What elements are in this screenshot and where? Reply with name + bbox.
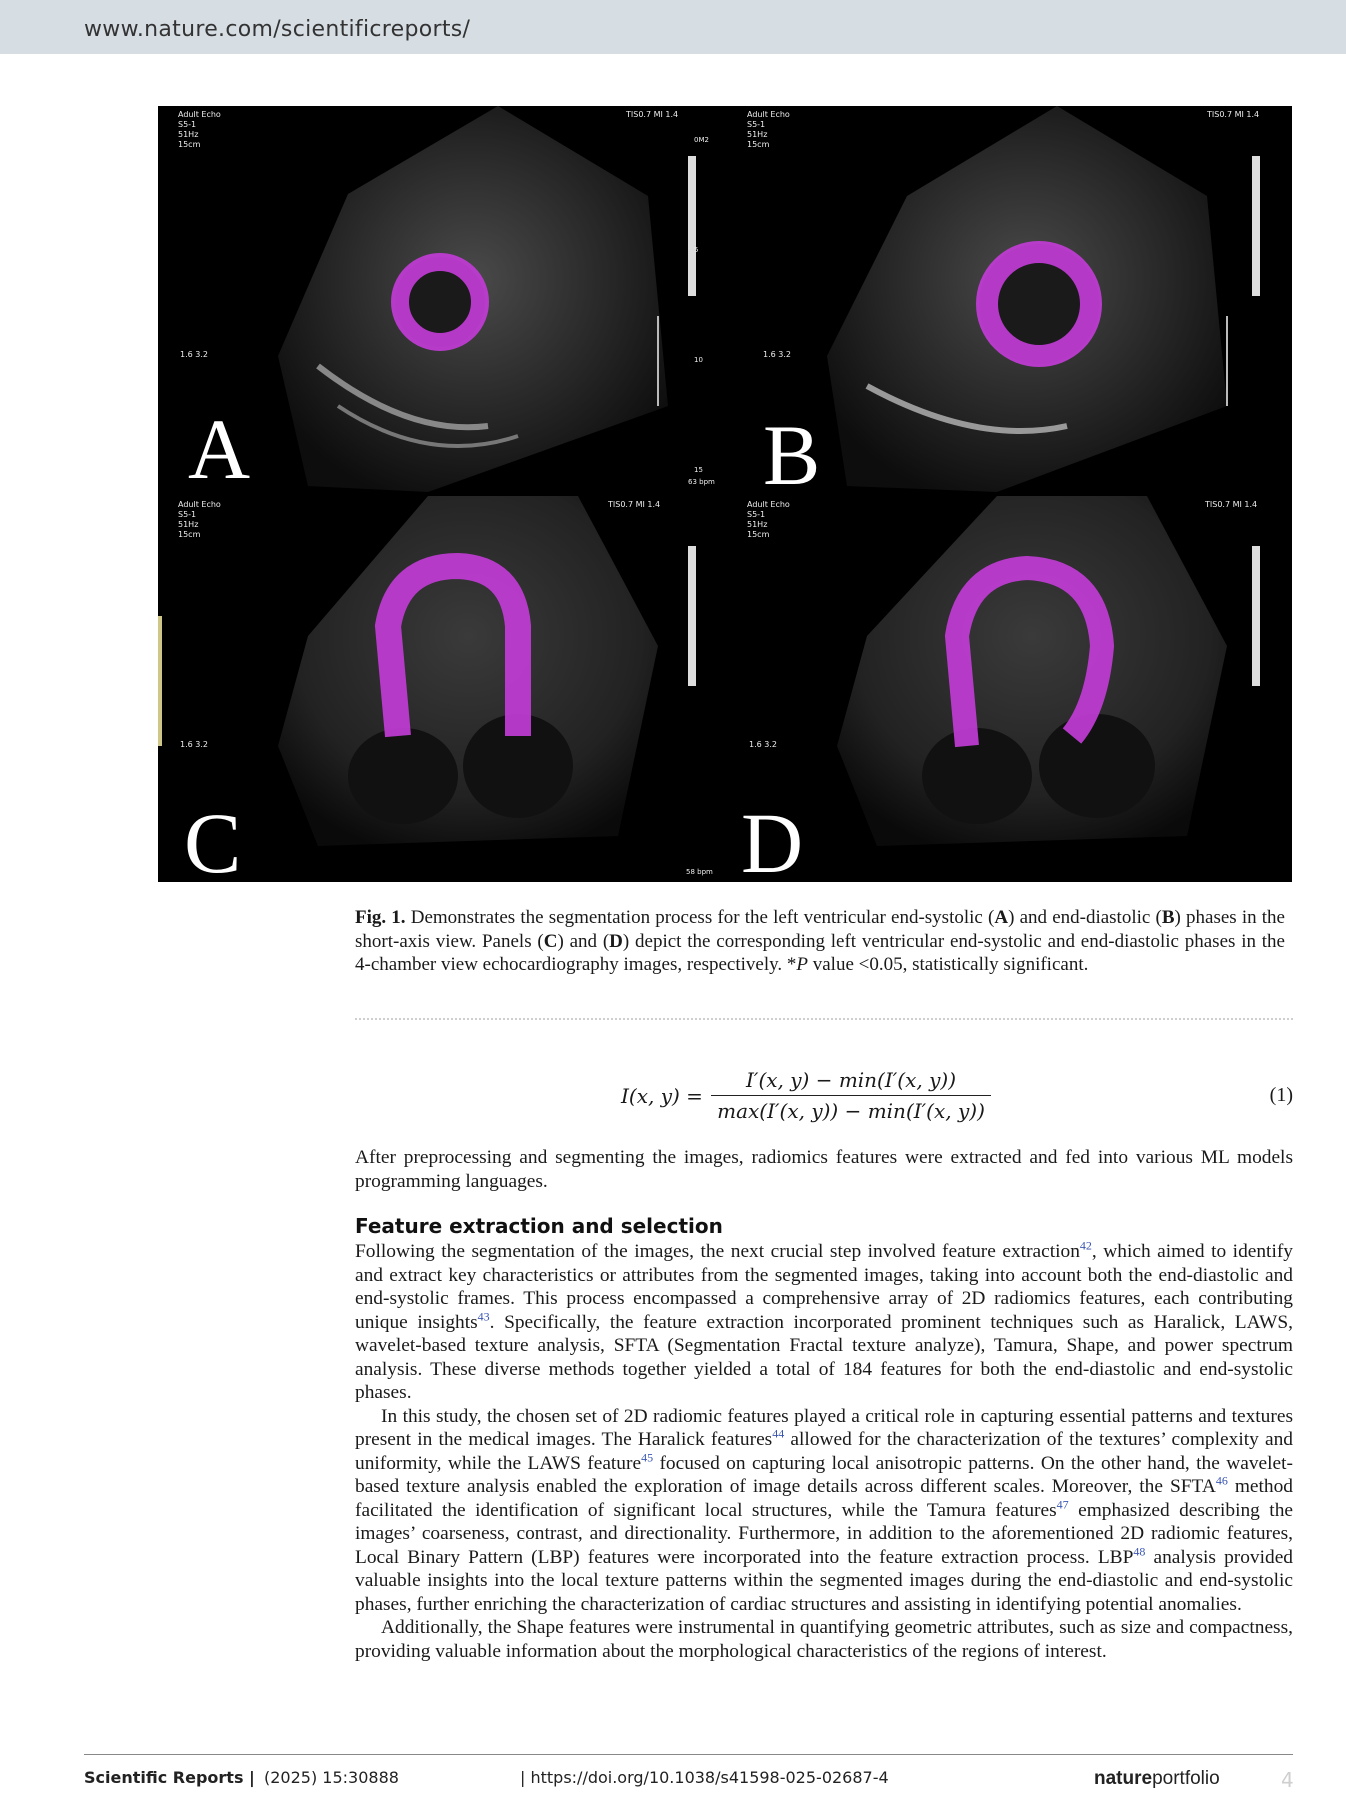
depth-10-a: 10	[694, 356, 703, 364]
site-header	[0, 0, 1346, 54]
bpm-a: 63 bpm	[688, 478, 715, 486]
scale-b: 1.6 3.2	[763, 350, 792, 359]
tis-mi-b: TIS0.7 MI 1.4	[1207, 110, 1260, 119]
tis-mi-d: TIS0.7 MI 1.4	[1205, 500, 1258, 509]
footer-citation: (2025) 15:30888	[264, 1768, 399, 1787]
paragraph-shape-features: Additionally, the Shape features were instrumental in quantifying geometric attributes, such as size and compactness, providing valuable information about the morphological characteristics of the regions of interest.	[355, 1617, 1293, 1662]
caption-label: Fig. 1.	[355, 907, 406, 928]
scale-c: 1.6 3.2	[180, 740, 209, 749]
echo-settings-a: Adult Echo S5-1 51Hz 15cm	[178, 110, 221, 149]
panel-d	[727, 496, 1292, 882]
scale-d: 1.6 3.2	[749, 740, 778, 749]
footer-doi-link[interactable]: | https://doi.org/10.1038/s41598-025-02687-4	[520, 1768, 889, 1787]
equation-denominator: max(I′(x, y)) − min(I′(x, y))	[717, 1099, 985, 1123]
echo-settings-b: Adult Echo S5-1 51Hz 15cm	[747, 110, 790, 149]
section-body	[355, 1240, 1293, 1663]
equation-lhs: I(x, y) =	[621, 1084, 703, 1108]
panel-c	[158, 496, 723, 882]
nature-portfolio-logo: natureportfolio	[1094, 1768, 1220, 1789]
citation-46[interactable]: 46	[1215, 1473, 1228, 1488]
bpm-c: 58 bpm	[686, 868, 713, 876]
footer-journal: Scientific Reports |	[84, 1768, 255, 1787]
depth-5-a: 5	[694, 246, 699, 254]
citation-48[interactable]: 48	[1133, 1544, 1146, 1559]
dr-label-a: 0M2	[694, 136, 709, 144]
section-heading: Feature extraction and selection	[355, 1214, 723, 1238]
figure-caption: Fig. 1. Demonstrates the segmentation process for the left ventricular end-systolic (A) and end-diastolic (B) phases in the short-axis view. Panels (C) and (D) depict the corresponding left ventricular end-systolic and end-diastolic phases in the 4-chamber view echocardiography images, respectively. *P value <0.05, statistically significant.	[355, 907, 1285, 975]
depth-15-a: 15	[694, 466, 703, 474]
equation-numerator: I′(x, y) − min(I′(x, y))	[711, 1068, 991, 1096]
citation-45[interactable]: 45	[641, 1450, 654, 1465]
paragraph-radiomic-features: In this study, the chosen set of 2D radiomic features played a critical role in capturing essential patterns and textures present in the medical images. The Haralick features$^{44}$ allowed for the characterization of the textures’ complexity and uniformity, while the LAWS feature$^{45}$ focused on capturing local anisotropic patterns. On the other hand, the wavelet-based texture analysis enabled the exploration of image details across different scales. Moreover, the SFTA$^{46}$ method facilitated the identification of significant local structures, while the Tamura features$^{47}$ emphasized describing the images’ coarseness, contrast, and directionality. Furthermore, in addition to the aforementioned 2D radiomic features, Local Binary Pattern (LBP) features were incorporated into the feature extraction process. LBP$^{48}$ analysis provided valuable insights into the local texture patterns within the segmented images during the end-diastolic and end-systolic phases, further enriching the characterization of cardiac structures and assisting in identifying potential anomalies.	[355, 1405, 1294, 1615]
panel-label-c: C	[184, 795, 242, 882]
echo-settings-c: Adult Echo S5-1 51Hz 15cm	[178, 500, 221, 539]
citation-47[interactable]: 47	[1056, 1497, 1069, 1512]
echo-settings-d: Adult Echo S5-1 51Hz 15cm	[747, 500, 790, 539]
tis-mi-c: TIS0.7 MI 1.4	[608, 500, 661, 509]
panel-label-d: D	[741, 795, 804, 882]
panel-label-a: A	[188, 401, 251, 492]
panel-a	[158, 106, 723, 492]
page-number: 4	[1281, 1768, 1294, 1792]
caption-divider	[355, 1018, 1293, 1020]
citation-44[interactable]: 44	[772, 1426, 785, 1441]
paragraph-feature-extraction: Following the segmentation of the images, the next crucial step involved feature extraction$^{42}$, which aimed to identify and extract key characteristics or attributes from the segmented images, taking into account both the end-diastolic and end-systolic frames. This process encompassed a comprehensive array of 2D radiomics features, each contributing unique insights$^{43}$. Specifically, the feature extraction incorporated prominent techniques such as Haralick, LAWS, wavelet-based texture analysis, SFTA (Segmentation Fractal texture analyze), Tamura, Shape, and power spectrum analysis. These diverse methods together yielded a total of 184 features for both the end-diastolic and end-systolic phases.	[355, 1238, 1293, 1403]
figure-1	[158, 106, 1292, 882]
citation-43[interactable]: 43	[477, 1309, 490, 1324]
site-url[interactable]: www.nature.com/scientificreports/	[84, 17, 471, 42]
footer-divider	[84, 1754, 1293, 1755]
scale-a: 1.6 3.2	[180, 350, 209, 359]
equation-1	[355, 1068, 1293, 1128]
panel-b	[727, 106, 1292, 492]
tis-mi-a: TIS0.7 MI 1.4	[626, 110, 679, 119]
paragraph-preprocessing: After preprocessing and segmenting the images, radiomics features were extracted and fed into various ML models programming languages.	[355, 1147, 1293, 1192]
echo-image-d	[727, 496, 1292, 882]
panel-label-b: B	[763, 407, 821, 492]
echo-image-c	[158, 496, 723, 882]
equation-number: (1)	[1269, 1084, 1293, 1106]
equation-fraction	[711, 1068, 991, 1123]
citation-42[interactable]: 42	[1079, 1238, 1092, 1253]
